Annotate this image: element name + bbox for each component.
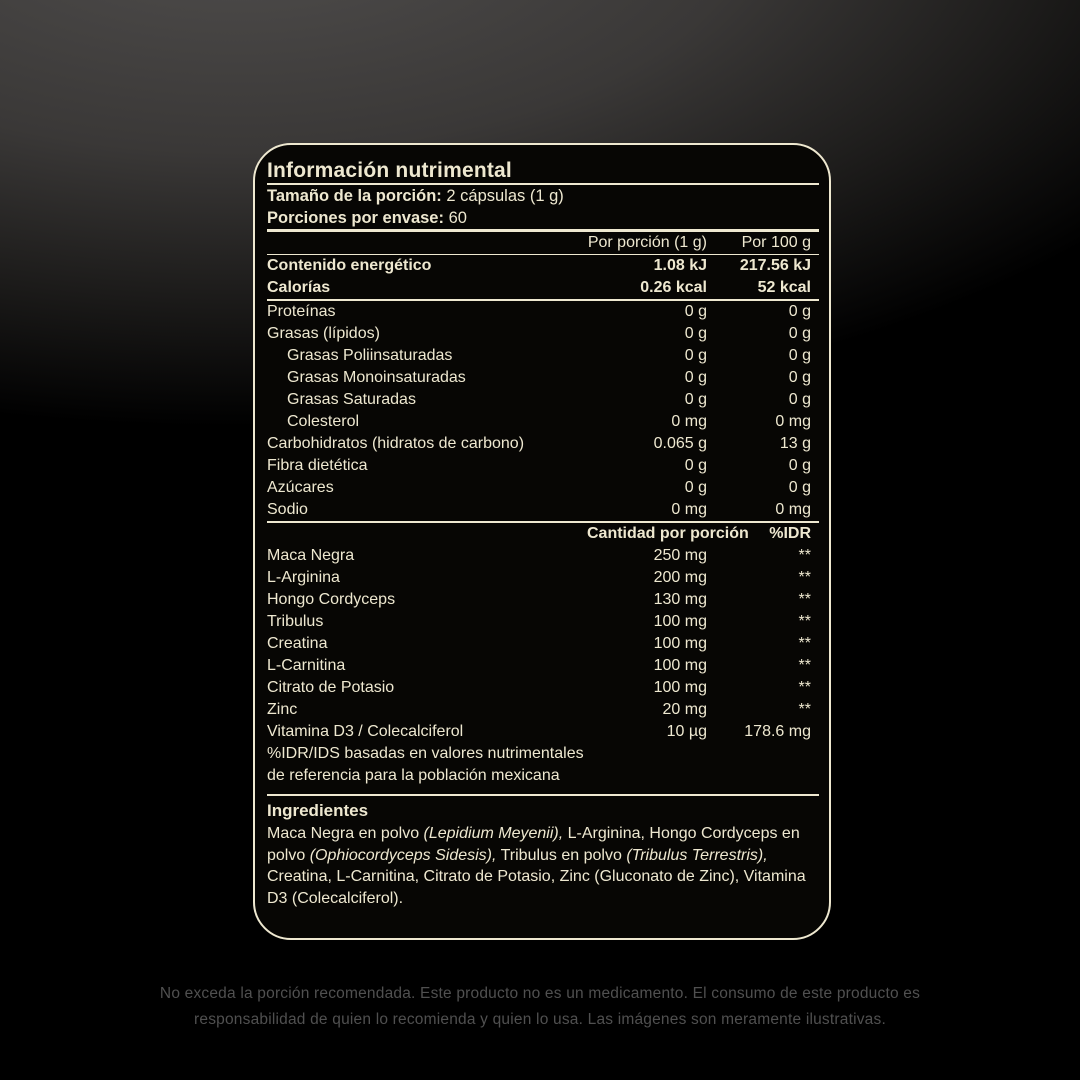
ingredients-segment-latin: (Ophiocordyceps Sidesis), <box>309 846 497 864</box>
nutrient-label: Azúcares <box>267 479 334 496</box>
supplement-idr: ** <box>798 679 811 696</box>
divider <box>267 794 819 796</box>
nutrient-per-serving: 0 mg <box>671 413 707 430</box>
energy-row <box>267 255 819 277</box>
supplement-row <box>267 699 819 721</box>
nutrient-label: Fibra dietética <box>267 457 368 474</box>
nutrient-label: Sodio <box>267 501 308 518</box>
supplement-amount: 100 mg <box>653 635 707 652</box>
nutrient-per-100g: 0 g <box>788 369 811 386</box>
supplement-label: Creatina <box>267 635 328 652</box>
column-header-row <box>267 232 819 254</box>
nutrient-row <box>267 389 819 411</box>
per-serving-column-header: Por porción (1 g) <box>587 234 707 251</box>
supplement-idr: ** <box>798 547 811 564</box>
supplement-idr: ** <box>798 635 811 652</box>
supplement-idr: ** <box>798 701 811 718</box>
ingredients-text <box>267 823 819 909</box>
nutrient-per-100g: 0 g <box>788 325 811 342</box>
serving-size-value: 2 cápsulas (1 g) <box>441 187 564 205</box>
nutrition-panel <box>253 143 831 940</box>
nutrient-per-100g: 0 g <box>788 347 811 364</box>
supplement-label: Hongo Cordyceps <box>267 591 396 608</box>
energy-per-serving: 0.26 kcal <box>640 279 707 296</box>
nutrient-label: Carbohidratos (hidratos de carbono) <box>267 435 525 452</box>
disclaimer-text: No exceda la porción recomendada. Este producto no es un medicamento. El consumo de este producto es responsabilidad de quien lo recomienda y quien lo usa. Las imágenes son meramente ilustrativas. <box>159 985 921 1028</box>
energy-label: Contenido energético <box>267 257 432 274</box>
nutrient-per-serving: 0 g <box>684 347 707 364</box>
ingredients-segment: Tribulus en polvo <box>496 846 627 864</box>
nutrient-label: Grasas Monoinsaturadas <box>287 369 466 386</box>
nutrient-label: Grasas Poliinsaturadas <box>287 347 453 364</box>
supplement-amount: 100 mg <box>653 679 707 696</box>
supplement-row <box>267 655 819 677</box>
supplement-header-row <box>267 523 819 545</box>
supplement-label: Vitamina D3 / Colecalciferol <box>267 723 464 740</box>
supplement-row <box>267 611 819 633</box>
nutrient-row <box>267 477 819 499</box>
supplement-amount: 20 mg <box>662 701 707 718</box>
supplement-idr: ** <box>798 657 811 674</box>
supplement-amount: 200 mg <box>653 569 707 586</box>
nutrient-label: Grasas (lípidos) <box>267 325 380 342</box>
supplement-label: Tribulus <box>267 613 324 630</box>
idr-column-header: %IDR <box>769 525 811 542</box>
serving-size-label: Tamaño de la porción: <box>267 187 442 205</box>
supplement-row <box>267 589 819 611</box>
nutrient-row <box>267 301 819 323</box>
nutrient-row <box>267 323 819 345</box>
supplement-row <box>267 567 819 589</box>
ingredients-segment: Creatina, L-Carnitina, Citrato de Potasio, Zinc (Gluconato de Zinc), Vitamina D3 (Colecalciferol). <box>267 868 806 907</box>
nutrient-per-serving: 0 g <box>684 457 707 474</box>
supplement-amount: 250 mg <box>653 547 707 564</box>
nutrient-per-serving: 0 g <box>684 369 707 386</box>
energy-row <box>267 277 819 299</box>
supplement-amount: 100 mg <box>653 613 707 630</box>
supplement-label: L-Arginina <box>267 569 340 586</box>
ingredients-segment: L-Arginina, Hongo Cordyceps en polvo <box>267 825 800 864</box>
amount-column-header: Cantidad por porción <box>587 525 749 542</box>
nutrient-per-serving: 0 g <box>684 391 707 408</box>
nutrient-per-100g: 0 g <box>788 479 811 496</box>
nutrient-row <box>267 499 819 521</box>
supplement-label: Citrato de Potasio <box>267 679 395 696</box>
supplement-amount: 130 mg <box>653 591 707 608</box>
servings-value: 60 <box>443 209 467 227</box>
nutrient-per-100g: 13 g <box>779 435 811 452</box>
supplement-idr: 178.6 mg <box>744 723 811 740</box>
nutrient-per-serving: 0 mg <box>671 501 707 518</box>
nutrient-per-serving: 0.065 g <box>653 435 707 452</box>
supplement-amount: 10 µg <box>666 723 707 740</box>
supplement-idr: ** <box>798 591 811 608</box>
energy-per-100g: 217.56 kJ <box>739 257 811 274</box>
nutrient-per-100g: 0 g <box>788 457 811 474</box>
servings-label: Porciones por envase: <box>267 209 444 227</box>
ingredients-segment: Maca Negra en polvo <box>267 825 424 842</box>
energy-per-100g: 52 kcal <box>757 279 811 296</box>
supplement-idr: ** <box>798 613 811 630</box>
energy-per-serving: 1.08 kJ <box>653 257 707 274</box>
nutrient-label: Grasas Saturadas <box>287 391 416 408</box>
nutrient-row <box>267 367 819 389</box>
supplement-idr: ** <box>798 569 811 586</box>
nutrient-row <box>267 455 819 477</box>
supplement-row <box>267 545 819 567</box>
supplement-label: L-Carnitina <box>267 657 346 674</box>
nutrient-per-100g: 0 mg <box>775 501 811 518</box>
nutrient-per-serving: 0 g <box>684 479 707 496</box>
ingredients-title: Ingredientes <box>267 801 369 820</box>
supplement-label: Zinc <box>267 701 298 718</box>
nutrient-label: Colesterol <box>287 413 360 430</box>
serving-size-row <box>267 185 819 207</box>
idr-note-line: %IDR/IDS basadas en valores nutrimentales <box>267 745 584 762</box>
panel-title: Información nutrimental <box>267 159 512 182</box>
nutrient-per-100g: 0 g <box>788 391 811 408</box>
supplement-row <box>267 721 819 743</box>
nutrient-row <box>267 345 819 367</box>
nutrient-per-serving: 0 g <box>684 303 707 320</box>
nutrient-row <box>267 433 819 455</box>
nutrient-per-serving: 0 g <box>684 325 707 342</box>
per-100g-column-header: Por 100 g <box>741 234 811 251</box>
nutrient-per-100g: 0 g <box>788 303 811 320</box>
servings-row <box>267 207 819 229</box>
nutrient-row <box>267 411 819 433</box>
supplement-row <box>267 633 819 655</box>
nutrient-per-100g: 0 mg <box>775 413 811 430</box>
energy-label: Calorías <box>267 279 331 296</box>
idr-note-line: de referencia para la población mexicana <box>267 767 560 784</box>
supplement-row <box>267 677 819 699</box>
supplement-label: Maca Negra <box>267 547 355 564</box>
nutrient-label: Proteínas <box>267 303 336 320</box>
supplement-amount: 100 mg <box>653 657 707 674</box>
ingredients-segment-latin: (Lepidium Meyenii), <box>423 825 564 842</box>
ingredients-segment-latin: (Tribulus Terrestris), <box>626 846 768 864</box>
